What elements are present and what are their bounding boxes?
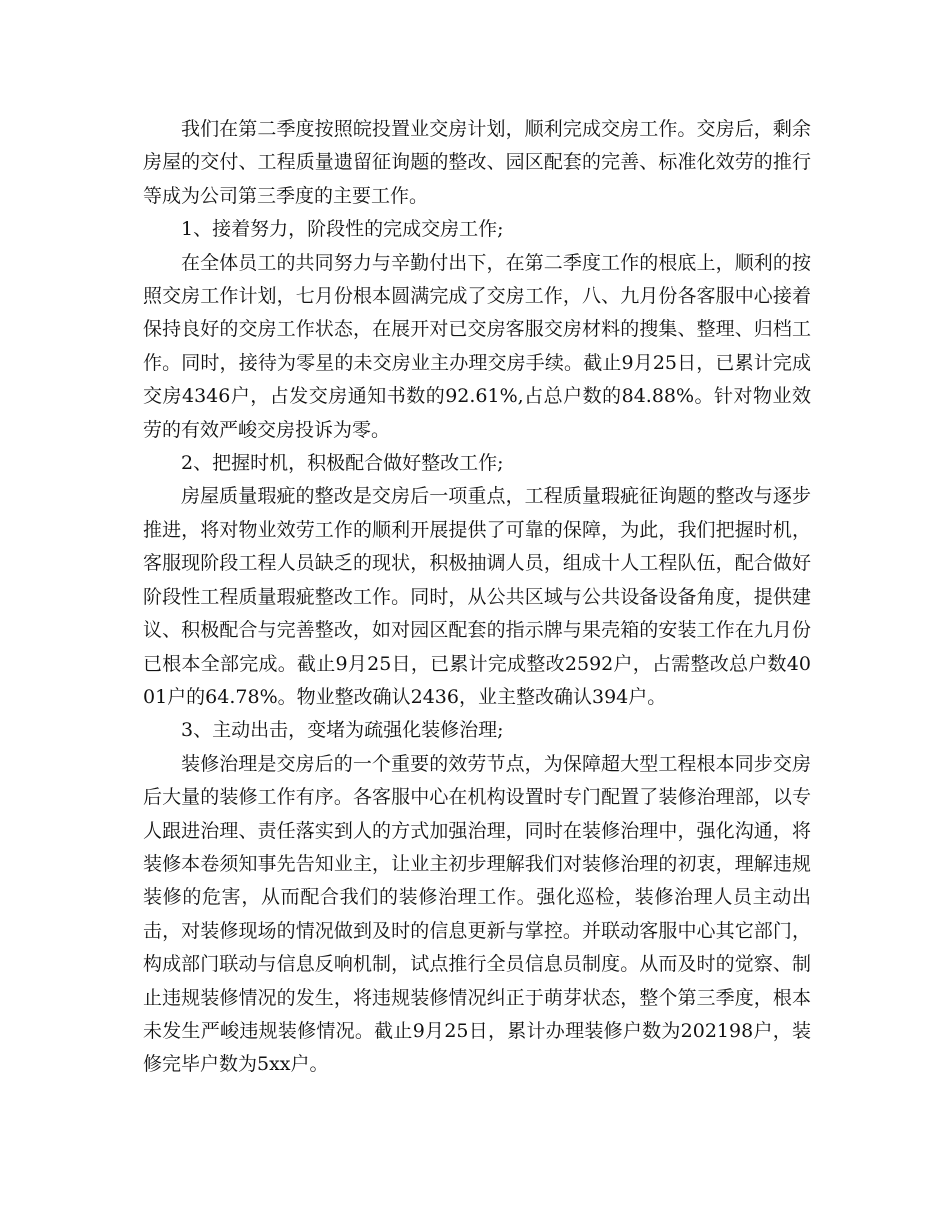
paragraph-intro: 我们在第二季度按照皖投置业交房计划，顺利完成交房工作。交房后，剩余房屋的交付、工程质量遗留征询题的整改、园区配套的完善、标准化效劳的推行等成为公司第三季度的主要工作。 [143,118,811,207]
paragraph-handover: 在全体员工的共同努力与辛勤付出下，在第二季度工作的根底上，顺利的按照交房工作计划，七月份根本圆满完成了交房工作，八、九月份各客服中心接着保持良好的交房工作状态，在展开对已交房客服交房材料的搜集、整理、归档工作。同时，接待为零星的未交房业主办理交房手续。截止9月25日，已累计完成交房4346户，占发交房通知书数的92.61%,占总户数的84.88%。针对物业效劳的有效严峻交房投诉为零。 [143,251,811,441]
document-body [143,113,811,1082]
paragraph-renovation: 装修治理是交房后的一个重要的效劳节点，为保障超大型工程根本同步交房后大量的装修工作有序。各客服中心在机构设置时专门配置了装修治理部，以专人跟进治理、责任落实到人的方式加强治理，同时在装修治理中，强化沟通，将装修本卷须知事先告知业主，让业主初步理解我们对装修治理的初衷，理解违规装修的危害，从而配合我们的装修治理工作。强化巡检，装修治理人员主动出击，对装修现场的情况做到及时的信息更新与掌控。并联动客服中心其它部门，构成部门联动与信息反响机制，试点推行全员信息员制度。从而及时的觉察、制止违规装修情况的发生，将违规装修情况纠正于萌芽状态，整个第三季度，根本未发生严峻违规装修情况。截止9月25日，累计办理装修户数为202198户，装修完毕户数为5xx户。 [143,752,811,1076]
section-heading-1: 1、接着努力，阶段性的完成交房工作; [181,218,504,241]
paragraph-rectification: 房屋质量瑕疵的整改是交房后一项重点，工程质量瑕疵征询题的整改与逐步推进，将对物业效劳工作的顺利开展提供了可靠的保障，为此，我们把握时机，客服现阶段工程人员缺乏的现状，积极抽调人员，组成十人工程队伍，配合做好阶段性工程质量瑕疵整改工作。同时，从公共区域与公共设备设备角度，提供建议、积极配合与完善整改，如对园区配套的指示牌与果壳箱的安装工作在九月份已根本全部完成。截止9月25日，已累计完成整改2592户，占需整改总户数4001户的64.78%。物业整改确认2436，业主整改确认394户。 [143,485,811,708]
section-heading-3: 3、主动出击，变堵为疏强化装修治理; [181,719,504,742]
section-heading-2: 2、把握时机，积极配合做好整改工作; [181,452,504,475]
